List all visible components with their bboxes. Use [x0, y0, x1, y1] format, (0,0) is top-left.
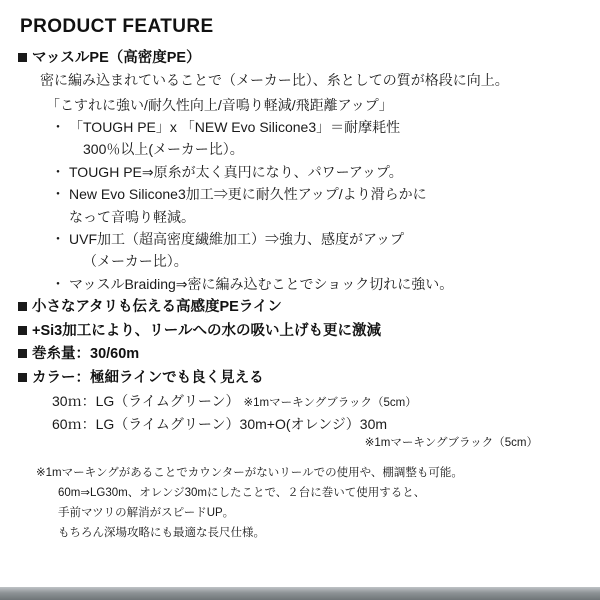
- square-bullet-icon: [18, 302, 27, 311]
- square-bullet-icon: [18, 373, 27, 382]
- section-heading-label: 小さなアタリも伝える高感度PEライン: [32, 299, 282, 316]
- section-heading-label: カラー：極細ラインでも良く見える: [32, 369, 264, 386]
- section-line-length: [18, 343, 586, 365]
- color-row-30m-note: ※1mマーキングブラック（5cm）: [243, 396, 417, 409]
- section-heading-label: +Si3加工により、リールへの水の吸い上げも更に激減: [32, 322, 381, 339]
- section-heading: [18, 296, 586, 318]
- footnote-line-1: ※1mマーキングがあることでカウンターがないリールでの使用や、棚調整も可能。: [36, 466, 463, 479]
- color-spec-list: [52, 390, 586, 453]
- list-item: [54, 183, 586, 228]
- list-item-line2: （メーカー比）。: [83, 253, 188, 270]
- section-heading: [18, 367, 586, 389]
- section-quote: 「こすれに強い/耐久性向上/音鳴り軽減/飛距離アップ」: [46, 96, 393, 113]
- section-heading: [18, 320, 586, 342]
- color-row-30m: [52, 390, 586, 413]
- list-item-line1: ・ TOUGH PE⇒原糸が太く真円になり、パワーアップ。: [69, 163, 403, 180]
- section-heading-label: 巻糸量：30/60m: [32, 346, 140, 363]
- feature-bullet-list: [18, 116, 586, 295]
- square-bullet-icon: [18, 53, 27, 62]
- section-heading: [18, 47, 586, 69]
- list-item-line1: ・ 「TOUGH PE」x 「NEW Evo Silicone3」＝耐摩耗性: [69, 118, 401, 135]
- section-color: [18, 367, 586, 453]
- section-heading: [18, 343, 586, 365]
- footnote-line-2: 60m⇒LG30m、オレンジ30mにしたことで、２台に巻いて使用すると、: [58, 487, 426, 500]
- list-item-line1: ・ マッスルBraiding⇒密に編み込むことでショック切れに強い。: [69, 275, 454, 292]
- page-title: PRODUCT FEATURE: [20, 16, 214, 37]
- section-muscle-pe: [18, 47, 586, 295]
- list-item-line1: ・ UVF加工（超高密度繊維加工）⇒強力、感度がアップ: [69, 230, 405, 247]
- footnote-line-4: もちろん深場攻略にも最適な長尺仕様。: [58, 527, 265, 540]
- list-item: [54, 228, 586, 273]
- section-heading-label: マッスルPE（高密度PE）: [32, 50, 201, 66]
- color-row-30m-label: 30ｍ：LG（ライムグリーン）: [52, 392, 240, 409]
- list-item: [54, 161, 586, 183]
- section-paragraph: 密に編み込まれていることで（メーカー比）、糸としての質が格段に向上。: [40, 72, 509, 89]
- section-high-sensitivity: [18, 296, 586, 318]
- color-row-60m: 60ｍ：LG（ライムグリーン）30m+O(オレンジ）30m: [52, 415, 388, 432]
- footnote-line-3: 手前マツリの解消がスピードUP。: [58, 507, 235, 520]
- footnotes: [36, 463, 586, 544]
- list-item: [54, 116, 586, 161]
- color-row-60m-note: ※1mマーキングブラック（5cm）: [364, 437, 538, 450]
- list-item-line2: 300％以上(メーカー比）。: [83, 141, 244, 158]
- square-bullet-icon: [18, 326, 27, 335]
- list-item-line1: ・ New Evo Silicone3加工⇒更に耐久性アップ/より滑らかに: [69, 186, 427, 203]
- section-si3-coating: [18, 320, 586, 342]
- bottom-gradient-bar: [0, 587, 600, 600]
- list-item: [54, 273, 586, 295]
- list-item-line2: なって音鳴り軽減。: [69, 208, 195, 225]
- square-bullet-icon: [18, 349, 27, 358]
